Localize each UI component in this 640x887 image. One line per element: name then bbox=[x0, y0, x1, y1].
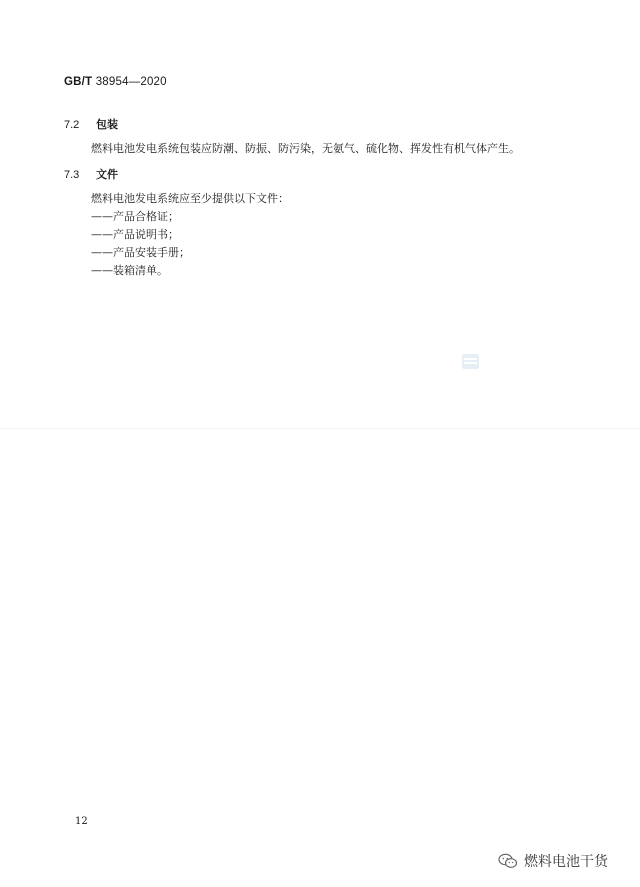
section-7-3-heading bbox=[64, 166, 118, 182]
list-item: ——产品安装手册； bbox=[91, 246, 190, 259]
standard-header bbox=[64, 76, 167, 88]
watermark-text: 燃料电池干货 bbox=[524, 854, 608, 870]
section-7-2-heading bbox=[64, 116, 118, 132]
section-title: 文件 bbox=[96, 168, 118, 181]
standard-code: GB/T bbox=[64, 76, 93, 88]
page-divider bbox=[0, 428, 640, 429]
page-number: 12 bbox=[75, 816, 88, 827]
wechat-watermark bbox=[498, 851, 608, 871]
section-title: 包装 bbox=[96, 118, 118, 131]
wechat-icon bbox=[498, 853, 518, 869]
section-7-3-paragraph: 燃料电池发电系统应至少提供以下文件： bbox=[91, 192, 289, 205]
section-number: 7.2 bbox=[64, 119, 80, 131]
watermark-logo bbox=[462, 354, 479, 369]
list-item: ——产品合格证； bbox=[91, 210, 179, 223]
standard-number: 38954—2020 bbox=[95, 76, 167, 88]
section-number: 7.3 bbox=[64, 169, 80, 181]
list-item: ——产品说明书； bbox=[91, 228, 179, 241]
list-item: ——装箱清单。 bbox=[91, 264, 168, 277]
section-7-2-paragraph: 燃料电池发电系统包装应防潮、防振、防污染，无氨气、硫化物、挥发性有机气体产生。 bbox=[91, 142, 520, 155]
